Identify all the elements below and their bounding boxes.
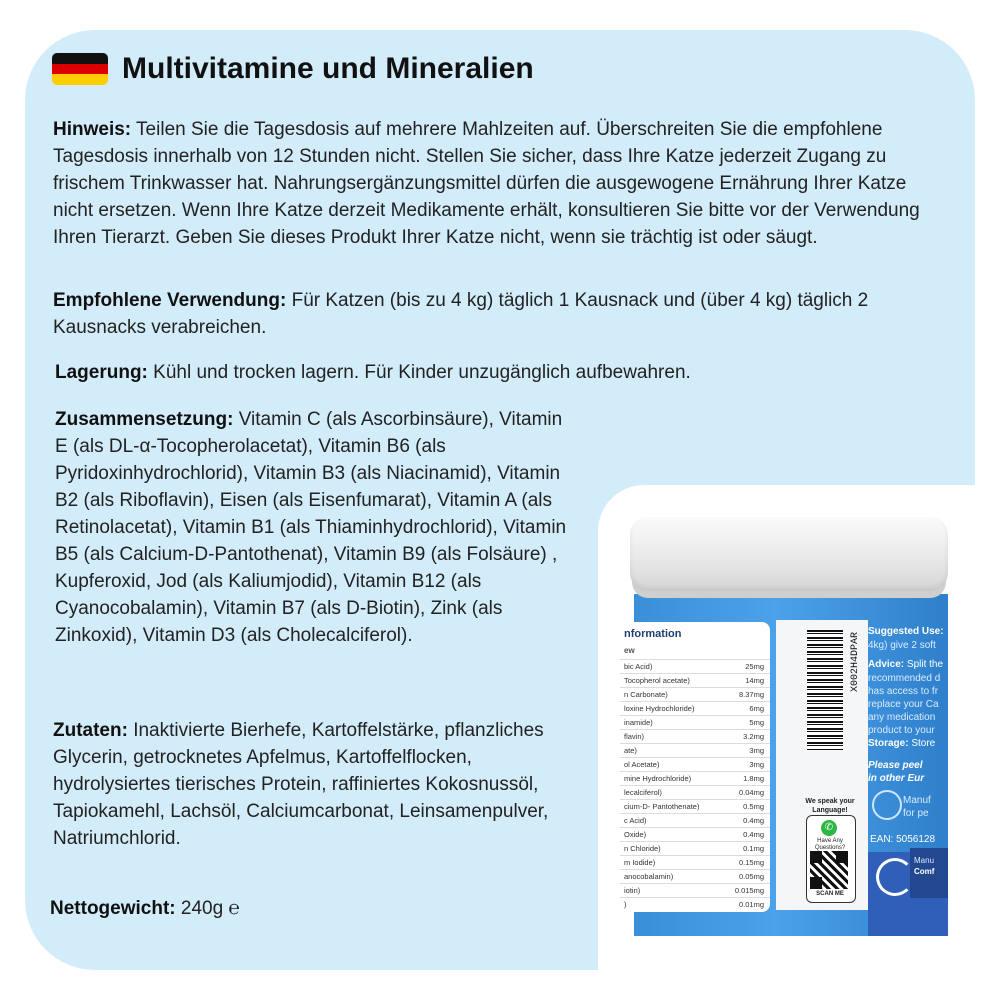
nutrition-row-name: )	[624, 900, 627, 909]
nutrition-row-value: 0.1mg	[743, 844, 764, 853]
nutrition-row-value: 0.4mg	[743, 830, 764, 839]
manu-text: Manu	[914, 856, 935, 865]
nutrition-row	[620, 841, 770, 856]
zutaten-text: Inaktivierte Bierhefe, Kartoffelstärke, pflanzliches Glycerin, getrocknetes Apfelmus, Kartoffelflocken, hydrolysiertes tierisches Protein, raffiniertes Kokosnussöl, Tapiokamehl, Lachsöl, Calciumcarbonat, Leinsamenpulver, Natriumchlorid.	[53, 720, 549, 849]
page-title: Multivitamine und Mineralien	[122, 52, 534, 85]
nutrition-row-name: Oxide)	[624, 830, 647, 839]
verwendung-text: Für Katzen (bis zu 4 kg) täglich 1 Kausnack und (über 4 kg) täglich 2 Kausnacks verabreichen.	[53, 290, 869, 338]
lagerung-text: Kühl und trocken lagern. Für Kinder unzugänglich aufbewahren.	[147, 362, 691, 383]
qr-code-icon	[810, 851, 848, 889]
nettogewicht-paragraph	[50, 895, 550, 922]
verwendung-paragraph	[53, 287, 933, 341]
flag-stripe-black	[52, 53, 108, 64]
storage-rest: Store	[911, 738, 936, 749]
nutrition-row	[620, 673, 770, 688]
nutrition-row	[620, 771, 770, 786]
speak-language-text: We speak your Language!	[805, 798, 855, 814]
nutrition-label	[620, 622, 770, 912]
have-questions-text: Have Any Questions?	[814, 838, 846, 851]
nutrition-row-value: 3mg	[749, 760, 764, 769]
advice-line	[868, 659, 943, 670]
nutrition-row-name: ate)	[624, 746, 637, 755]
nutrition-row	[620, 813, 770, 828]
barcode-text: X002H4DPAR	[850, 631, 861, 692]
nutrition-row-name: cium-D- Pantothenate)	[624, 802, 700, 811]
zutaten-label: Zutaten:	[53, 720, 128, 741]
nutrition-row-value: 0.04mg	[738, 788, 764, 797]
lagerung-label: Lagerung:	[55, 362, 148, 383]
flag-stripe-red	[52, 64, 108, 75]
nutrition-row-value: 0.015mg	[734, 886, 764, 895]
nutrition-row	[620, 729, 770, 744]
nutrition-row-value: 3mg	[749, 746, 764, 755]
nutrition-row	[620, 687, 770, 702]
gmp-badge-icon	[872, 790, 902, 820]
suggested-use-text: 4kg) give 2 soft	[868, 640, 936, 651]
nutrition-row-name: mine Hydrochloride)	[624, 774, 692, 783]
advice-text-1: recommended d	[868, 673, 941, 684]
nutrition-row	[620, 799, 770, 814]
nettogewicht-label: Nettogewicht:	[50, 898, 176, 919]
nutrition-row-value: 5mg	[749, 718, 764, 727]
nutrition-row-value: 0.15mg	[738, 858, 764, 867]
hinweis-label: Hinweis:	[53, 119, 132, 140]
nutrition-row-name: flavin)	[624, 732, 645, 741]
nutrition-row-value: 3.2mg	[743, 732, 764, 741]
advice-text-2: has access to fr	[868, 686, 939, 697]
advice-text-5: product to your	[868, 725, 935, 736]
whatsapp-icon: ✆	[821, 820, 837, 836]
nutrition-row-value: 6mg	[749, 704, 764, 713]
nutrition-row-value: 0.01mg	[738, 900, 764, 909]
nutrition-row	[620, 897, 770, 912]
nutrition-label-title: nformation	[624, 628, 682, 640]
advice-rest: Split the	[906, 659, 944, 670]
nutrition-row	[620, 883, 770, 898]
nutrition-row	[620, 869, 770, 884]
advice-text-4: any medication	[868, 712, 936, 723]
nutrition-row-name: loxine Hydrochloride)	[624, 704, 695, 713]
nutrition-row-name: c Acid)	[624, 816, 647, 825]
product-lid	[630, 517, 948, 591]
nutrition-row-value: 0.4mg	[743, 816, 764, 825]
nutrition-row-value: 14mg	[745, 676, 764, 685]
barcode-icon	[807, 630, 843, 750]
manufactured-text: Manuf	[903, 795, 931, 806]
hinweis-paragraph	[53, 116, 933, 251]
comf-text: Comf	[914, 867, 935, 876]
for-pets-text: for pe	[903, 808, 929, 819]
nutrition-label-subtitle: ew	[624, 646, 635, 655]
storage-label: Storage:	[868, 738, 909, 749]
nutrition-row-name: m Iodide)	[624, 858, 656, 867]
brand-logo-icon	[876, 858, 914, 896]
nutrition-row	[620, 715, 770, 730]
storage-line	[868, 738, 935, 749]
hinweis-text: Teilen Sie die Tagesdosis auf mehrere Mahlzeiten auf. Überschreiten Sie die empfohlene Tagesdosis innerhalb von 12 Stunden nicht. Stellen Sie sicher, dass Ihre Katze jederzeit Zugang zu frischem Trinkwasser hat. Nahrungsergänzungsmittel dürfen die ausgewogene Ernährung Ihrer Katze nicht ersetzen. Wenn Ihre Katze derzeit Medikamente erhält, konsultieren Sie bitte vor der Verwendung Ihren Tierarzt. Geben Sie dieses Produkt Ihrer Katze nicht, wenn sie trächtig ist oder säugt.	[53, 119, 920, 248]
nutrition-row	[620, 743, 770, 758]
verwendung-label: Empfohlene Verwendung:	[53, 290, 287, 311]
scan-me-text: SCAN ME	[816, 891, 844, 897]
nutrition-row	[620, 757, 770, 772]
zusammensetzung-text: Vitamin C (als Ascorbinsäure), Vitamin E (als DL-α-Tocopherolacetat), Vitamin B6 (als Pyridoxinhydrochlorid), Vitamin B3 (als Niacinamid), Vitamin B2 (als Riboflavin), Eisen (als Eisenfumarat), Vitamin A (als Retinolacetat), Vitamin B1 (als Thiaminhydrochlorid), Vitamin B5 (als Calcium-D-Pantothenat), Vitamin B9 (als Folsäure) , Kupferoxid, Jod (als Kaliumjodid), Vitamin B12 (als Cyanocobalamin), Vitamin B7 (als D-Biotin), Zink (als Zinkoxid), Vitamin D3 (als Cholecalciferol).	[55, 409, 567, 646]
nutrition-row-name: Tocopherol acetate)	[624, 676, 690, 685]
advice-label: Advice:	[868, 659, 905, 670]
nutrition-row-value: 0.5mg	[743, 802, 764, 811]
flag-stripe-gold	[52, 74, 108, 85]
nutrition-row	[620, 701, 770, 716]
zusammensetzung-label: Zusammensetzung:	[55, 409, 234, 430]
advice-text-3: replace your Ca	[868, 699, 939, 710]
nutrition-row-name: n Chloride)	[624, 844, 661, 853]
nutrition-row-name: anocobalamin)	[624, 872, 674, 881]
peel-text-1: Please peel	[868, 760, 923, 771]
nutrition-row-value: 1.8mg	[743, 774, 764, 783]
zusammensetzung-paragraph	[55, 406, 570, 649]
nutrition-row	[620, 827, 770, 842]
lagerung-paragraph	[55, 359, 935, 386]
nutrition-row-name: bic Acid)	[624, 662, 653, 671]
zutaten-paragraph	[53, 717, 568, 852]
nettogewicht-text: 240g ℮	[175, 898, 240, 919]
ean-text: EAN: 5056128	[870, 834, 936, 845]
nutrition-row-name: ol Acetate)	[624, 760, 660, 769]
german-flag-icon	[52, 53, 108, 85]
nutrition-row-value: 0.05mg	[738, 872, 764, 881]
nutrition-row-name: iotin)	[624, 886, 641, 895]
nutrition-row	[620, 785, 770, 800]
nutrition-row	[620, 659, 770, 674]
nutrition-row	[620, 855, 770, 870]
nutrition-row-value: 8.37mg	[738, 690, 764, 699]
nutrition-row-value: 25mg	[745, 662, 764, 671]
nutrition-row-name: lecalciferol)	[624, 788, 662, 797]
peel-text-2: in other Eur	[868, 773, 925, 784]
title-row	[52, 52, 534, 86]
nutrition-row-name: inamide)	[624, 718, 653, 727]
nutrition-row-name: n Carbonate)	[624, 690, 668, 699]
suggested-use-label: Suggested Use:	[868, 626, 944, 637]
